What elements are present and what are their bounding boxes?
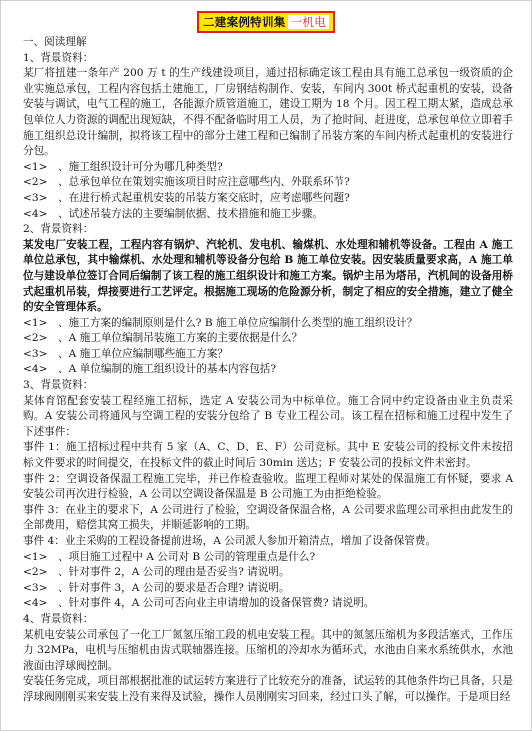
question-item: <3> 、针对事件 3，A 公司的要求是否合理? 请说明。 [23, 581, 290, 594]
case-label: 2、背景资料： [23, 223, 94, 236]
question-item: <3> 、A 施工单位应编制哪些施工方案？ [23, 347, 229, 360]
question-item: <2> 、总承包单位在策划实施该项目时应注意哪些内、外联系环节? [23, 176, 350, 189]
case-paragraph: 安装任务完成，项目部根据批准的试运转方案进行了比较充分的准备，试运转的其他条件均已具备，只是浮球阀刚刚买来安装上没有来得及试验，操作人员刚刚实习回来，经过口头了解，可以操作。于是项目经 [23, 675, 513, 703]
title-banner [197, 11, 335, 33]
case-paragraph: 某发电厂安装工程，工程内容有锅炉、汽轮机、发电机、输煤机、水处理和辅机等设备。工程由 A 施工单位总承包，其中输煤机、水处理和辅机等设备分包给 B 施工单位安装。因安装质量要求高，A 施工单位与建设单位签订合同后编制了该工程的施工组织设计和施工方案。锅炉主吊为塔吊，汽机间的设备用桥式起重机吊装，焊接要进行工艺评定。根据施工现场的危险源分析，制定了相应的安全措施，建立了健全的安全管理体系。 [23, 238, 513, 314]
question-item: <2> 、A 施工单位编制吊装施工方案的主要依据是什么？ [23, 332, 303, 345]
document-body [23, 35, 513, 706]
question-item: <4> 、A 单位编制的施工组织设计的基本内容包括? [23, 363, 277, 376]
question-item: <4> 、针对事件 4，A 公司可否向业主申请增加的设备保管费? 请说明。 [23, 597, 375, 610]
case-section [23, 222, 513, 378]
title-sub: 一机电 [288, 15, 329, 29]
question-item: <3> 、在进行桥式起重机安装的吊装方案交底时，应考虑哪些问题? [23, 191, 350, 204]
question-item: <4> 、试述吊装方法的主要编制依据、技术措施和施工步骤。 [23, 207, 323, 220]
case-section [23, 378, 513, 612]
case-paragraph: 事件 1：施工招标过程中共有 5 家（A、C、D、E、F）公司竞标。其中 E 安装公司的投标文件未按招标文件要求的时间提交，在投标文件的截止时间后 30min 送达；F 安装公司的投标文件未密封。 [23, 441, 513, 470]
case-paragraph: 事件 2：空调设备保温工程施工完毕，并已作检查验收。监理工程师对某处的保温施工有怀疑，要求 A 安装公司再次进行检验，A 公司以空调设备保温是 B 公司施工为由拒绝检验。 [23, 472, 513, 501]
case-paragraph: 某厂将扭建一条年产 200 万 t 的生产线建设项目，通过招标确定该工程由具有施工总承包一级资质的企业实施总承包，工程内容包括土建施工，厂房钢结构制作、安装，车间内 300t 桥式起重机的安装，设备安装与调试，电气工程的施工，各能源介质管道施工，建设工期为 18 个月。因工程工期太紧，造成总承包单位人力资源的调配出现短缺，不得不配备临时用工人员，为了抢时间、赶进度，总承包单位立即着手施工组织总设计编制，拟将该工程中的部分土建工程和已编制了吊装方案的车间内桥式起重机的安装进行分包。 [23, 67, 513, 158]
case-paragraph: 某体育馆配套安装工程经施工招标，选定 A 安装公司为中标单位。施工合同中约定设备由业主负责采购。A 安装公司将通风与空调工程的安装分包给了 B 专业工程公司。该工程在招标和施工过程中发生了下述事件： [23, 394, 513, 438]
title-area [1, 11, 531, 33]
case-section [23, 612, 513, 706]
section-heading: 一、阅读理解 [23, 36, 87, 48]
question-item: <1> 、项目施工过程中 A 公司对 B 公司的管理重点是什么? [23, 550, 316, 563]
question-item: <1> 、施工组织设计可分为哪几种类型? [23, 160, 223, 173]
case-label: 3、背景资料： [23, 379, 94, 392]
question-item: <2> 、针对事件 2，A 公司的理由是否妥当? 请说明。 [23, 566, 290, 579]
case-section [23, 51, 513, 223]
title-main: 二建案例特训集 [202, 15, 286, 29]
case-paragraph: 事件 4：业主采购的工程设备提前进场，A 公司派人参加开箱清点，增加了设备保管费。 [23, 535, 437, 547]
question-item: <1> 、施工方案的编制原则是什么? B 施工单位应编制什么类型的施工组织设计？ [23, 316, 418, 329]
case-paragraph: 事件 3：在业主的要求下，A 公司进行了检验，空调设备保温合格，A 公司要求监理公司承担由此发生的全部费用，赔偿其窝工损失，并顺延影响的工期。 [23, 503, 513, 532]
case-paragraph: 某机电安装公司承包了一化工厂氮氢压缩工段的机电安装工程。其中的氮氢压缩机为多段活塞式，工作压力 32MPa，电机与压缩机由齿式联轴器连接。压缩机的冷却水为循环式，水池由自来水系统供水，水池液面由浮球阀控制。 [23, 628, 513, 672]
case-label: 1、背景资料： [23, 51, 94, 64]
case-label: 4、背景资料： [23, 612, 94, 625]
